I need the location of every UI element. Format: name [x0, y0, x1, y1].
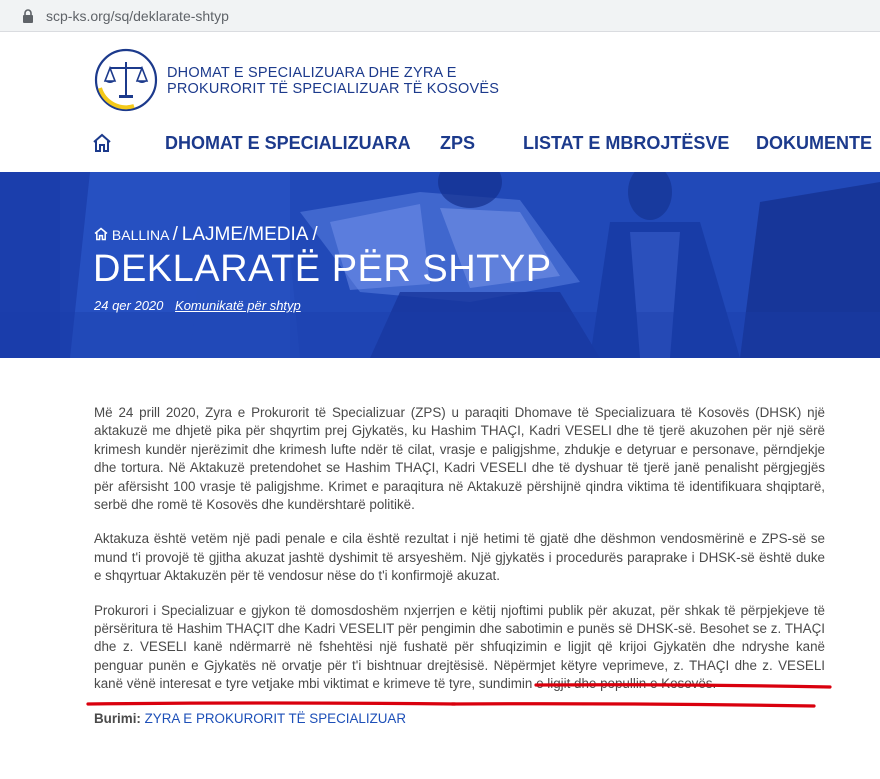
- page-title: DEKLARATË PËR SHTYP: [93, 248, 552, 290]
- org-name-line1: DHOMAT E SPECIALIZUARA DHE ZYRA E: [167, 65, 457, 81]
- url-text: scp-ks.org/sq/deklarate-shtyp: [46, 8, 229, 24]
- article-paragraph: Më 24 prill 2020, Zyra e Prokurorit të Specializuar (ZPS) u paraqiti Dhomave të Specializuara të Kosovës (DHSK) një aktakuzë me dhjetë pika për shqyrtim prej Gjykatës, ku Hashim THAÇI, Kadri VESELI dhe të tjerë akuzohen për një sërë krimesh kundër njerëzimit dhe krimesh lufte ndër të cilat, vrasje e paligjshme, zhdukje e detyruar e personave, përndjekje dhe tortura. Në Aktakuzë pretendohet se Hashim THAÇI, Kadri VESELI dhe të dyshuar të tjerë janë penalisht përgjegjës për afërsisht 100 vrasje të paligjshme. Krimet e paraqitura në Aktakuzë përshijnë qindra viktima të identifikuara shqiptarë, serbë dhe romë të Kosovës dhe kundërshtarë politikë.: [94, 405, 825, 513]
- breadcrumb-separator: /: [312, 224, 318, 245]
- breadcrumb-section[interactable]: LAJME/MEDIA: [181, 224, 309, 245]
- source-link[interactable]: ZYRA E PROKURORIT TË SPECIALIZUAR: [144, 710, 407, 726]
- post-date: 24 qer 2020: [94, 298, 164, 313]
- breadcrumb-separator: /: [172, 224, 178, 245]
- article-paragraph: Aktakuza është vetëm një padi penale e cila është rezultat i një hetimi të gjatë dhe dëshmon vendosmërinë e ZPS-së se mund t'i provojë të gjitha akuzat jashtë dyshimit të arsyeshëm. Një gjykatës i procedurës paraprake i DHSK-së është duke e shqyrtuar Aktakuzën për të vendosur nëse do t'i konfirmojë akuzat.: [94, 531, 825, 584]
- article-paragraph: Prokurori i Specializuar e gjykon të domosdoshëm nxjerrjen e këtij njoftimi publik për akuzat, për shkak të përpjekjeve të përsëritura të Hashim THAÇIT dhe Kadri VESELIT për pengimin dhe sabotimin e punës së DHSK-së. Besohet se z. THAÇI dhe z. VESELI kanë ndërmarrë në fshehtësi një fushatë për shfuqizimin e ligjit që krijoi Gjykatën dhe ndryshe kanë penguar punën e Gjykatës në orvatje për t'i bishtnuar drejtësisë. Nëpërmjet këtyre veprimeve, z. THAÇI dhe z. VESELI kanë vënë interesat e tyre vetjake mbi viktimat e krimeve të tyre, sundimin e ligjit dhe popullin e Kosovës.: [94, 602, 825, 692]
- nav-item-zps[interactable]: ZPS: [440, 133, 476, 153]
- breadcrumb-home[interactable]: BALLINA: [111, 227, 169, 243]
- nav-item-specialist-chambers[interactable]: DHOMAT E SPECIALIZUARA: [165, 133, 411, 153]
- annotation-underline-3: [452, 704, 814, 706]
- post-category-link[interactable]: Komunikatë për shtyp: [175, 298, 301, 313]
- nav-item-defence-lists[interactable]: LISTAT E MBROJTËSVE: [523, 133, 730, 153]
- annotation-underline-1: [536, 685, 830, 687]
- nav-item-documents[interactable]: DOKUMENTE: [756, 133, 872, 153]
- source-label: Burimi:: [94, 710, 141, 726]
- org-name-line2: PROKURORIT TË SPECIALIZUAR TË KOSOVËS: [167, 81, 500, 97]
- annotation-underline-2: [88, 703, 455, 704]
